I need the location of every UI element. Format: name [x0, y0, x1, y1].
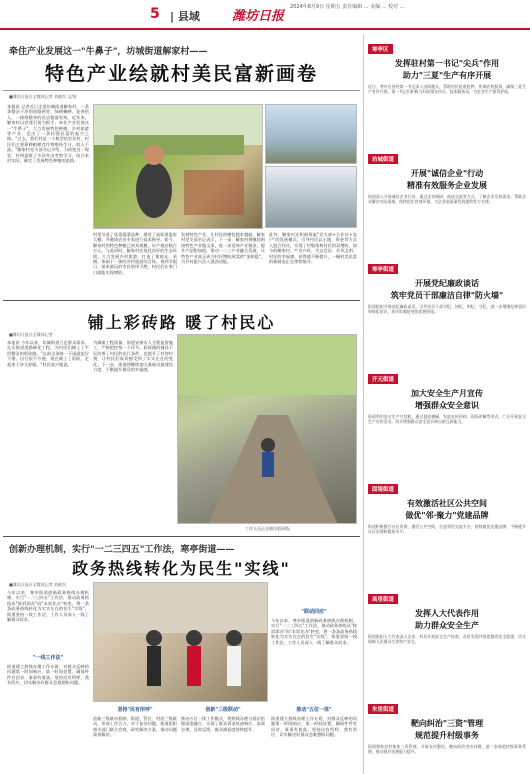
- news-brief-title: 发挥人大代表作用: [415, 608, 479, 618]
- article-1-photo-houses: [265, 166, 357, 228]
- article-3-subhead-5: 推动"五位一体": [296, 707, 332, 713]
- article-1-col-1: 本报讯 记者近日走进坊城街道解家村，一条条整洁干净的道路两旁，绿树掩映、花香怡人，一排排整齐的民居错落有致。近年来，解家村以党建引领为抓手，牵住产业发展这一"牛鼻子"，大力发展特色种植、乡村旅游等产业，走出了一条村强民富的振兴之路。"过去，我们村是一个典型的农业村，村民们主要靠种植粮食作物维持生计，收入不高。"解家村党支部书记介绍，为改变这一现状，村两委班子多次外出考察学习，结合本村实际，确定了发展特色种植的思路。: [7, 104, 89, 164]
- staff-visit-photo-icon: [94, 583, 268, 702]
- article-1-kicker: 牵住产业发展这一"牛鼻子"，坊城街道解家村——: [9, 47, 208, 57]
- right-column: [363, 34, 528, 774]
- article-1-photo-road: [265, 104, 357, 164]
- article-2-photo: [177, 334, 357, 524]
- divider: [3, 90, 360, 91]
- news-brief-body: 街道聚焦农村集体三资管理，开展专项整治，靶向纠治突出问题，进一步规范村级事务管理，推动基层治理能力提升。: [368, 744, 526, 754]
- article-3-subhead-2: 坚持"民有所呼": [117, 707, 153, 713]
- news-brief-subtitle: 助力群众安全生产: [415, 620, 479, 630]
- article-3-col-6: 街道建立热线办理工作专班，对群众反映的问题第一时间响应、第一时间处置，确保件件有回音、事事有着落。坚持民有所呼、我有所应，切实解决好群众急难愁盼问题。: [271, 716, 357, 738]
- news-brief-body: 街道利用安全生产月契机，通过悬挂横幅、发放宣传资料、现场讲解等形式，广泛开展安全生产宣传活动，切实增强群众安全意识和自救互救能力。: [368, 414, 526, 424]
- news-brief-title: 加大安全生产月宣传: [411, 388, 483, 398]
- news-brief-subtitle: 精准有效服务企业发展: [407, 180, 487, 190]
- farmer-photo-icon: [94, 105, 263, 229]
- article-1-photo-main: [93, 104, 263, 229]
- article-3-col-4: 推动五位一体工作模式，将热线办理与基层治理深度融合，实现了群众诉求快速响应、高效办理、及时反馈，群众满意度持续提升。: [181, 716, 265, 732]
- news-brief-body: 近日，寒亭区驻村第一书记深入田间地头，帮助村民抢收抢种，协调农机服务，确保三夏生产有序开展。第一书记们积极当好政策宣传员、技术服务员，为农业生产保驾护航。: [368, 84, 526, 94]
- news-brief-7: [368, 696, 526, 774]
- article-3-kicker: 创新办理机制，实行"一二三四五"工作法，寒亭街道——: [9, 545, 235, 555]
- article-2-byline: ■潍坊日报社全媒体记者: [9, 332, 53, 337]
- news-brief-body: 街道积极整合社区资源，激活公共空间，打造邻里交流平台，持续做优党建品牌，不断提升社区治理和服务水平。: [368, 524, 526, 534]
- news-brief-title: 靶向纠治"三资"管理: [410, 718, 484, 728]
- news-brief-tag: 寒亭街道: [368, 264, 398, 274]
- news-brief-tag: 寒亭区: [368, 44, 393, 54]
- article-2-headline: 铺上彩砖路 暖了村民心: [87, 313, 276, 332]
- news-brief-subtitle: 增强群众安全意识: [415, 400, 479, 410]
- news-brief-subtitle: 规范提升村级事务: [415, 730, 479, 740]
- article-3-byline: ■潍坊日报社全媒体记者 刘晓杰: [9, 582, 67, 587]
- news-brief-tag: 高里街道: [368, 594, 398, 604]
- article-3-col-1: 今年以来，寒亭街道创新政务热线办理机制，实行"一二三四五"工作法，推动政务热线从"接诉即办"向"未诉先办"转变，将一条条政务热线转化为实实在在的民生"实线"。街道坚持一线工作法，工作人员深入一线了解群众诉求。: [7, 590, 89, 623]
- article-1-col-3: 发展特色产业，让村民的腰包越来越鼓。解家村党支部书记表示，下一步，解家村将继续围绕特色产业做文章，进一步延伸产业链条，提升产品附加值，推动一二三产业融合发展，让特色产业真正成为村民增收致富的"金钥匙"，为乡村振兴注入强劲动能。: [181, 232, 265, 265]
- page-number: 5: [150, 6, 160, 22]
- news-brief-2: [368, 146, 526, 256]
- article-3-subhead-3: 创新"三级联动": [205, 707, 241, 713]
- news-brief-title: 开展"诚信企业"行动: [410, 168, 484, 178]
- article-1-col-4: 此外，解家村还积极探索"党支部+合作社+农户"的发展模式，引导村民以土地、资金等方式入股合作社，实现了村集体和村民的双增收。如今的解家村，产业兴旺、生态宜居、乡风文明，村民的幸福感、获得感不断提升，一幅村美民富的新画卷正在徐徐展开。: [269, 232, 357, 265]
- article-3-col-2: 街道建立热线办理工作专班，对群众反映的问题第一时间响应、第一时间处置，确保件件有回音、事事有着落。坚持民有所呼、我有所应，切实解决好群众急难愁盼问题。: [7, 664, 89, 686]
- news-brief-tag: 朱里街道: [368, 704, 398, 714]
- news-brief-tag: 开元街道: [368, 374, 398, 384]
- news-brief-title: 有效激活社区公共空间: [407, 498, 487, 508]
- article-3-col-5: 今年以来，寒亭街道创新政务热线办理机制，实行"一二三四五"工作法，推动政务热线从"接诉即办"向"未诉先办"转变，将一条条政务热线转化为实实在在的民生"实线"。街道坚持一线工作法，工作人员深入一线了解群众诉求。: [271, 618, 357, 645]
- section-divider: [3, 300, 360, 301]
- news-brief-body: 街道深入开展诚信企业行动，通过走访调研、座谈交流等方式，了解企业发展需求，帮助企业解决实际困难，持续优化营商环境，为企业高质量发展提供有力支撑。: [368, 194, 526, 204]
- article-1-col-2: 村里引进了优质蔬菜品种，建设了高标准温室大棚，并邀请农业专家进行技术指导。如今，解家村的特色种植已初具规模，年产值达数百万元。与此同时，解家村还依托良好的生态环境，大力发展乡村旅游，打造了集观光、采摘、休闲于一体的乡村旅游综合体。每到节假日，前来游玩的市民络绎不绝，村民们在家门口就能实现增收。: [93, 232, 177, 275]
- article-1-headline: 特色产业绘就村美民富新画卷: [44, 63, 318, 85]
- article-2-caption: 工作人员正在铺设彩砖路。: [245, 526, 293, 531]
- news-brief-6: [368, 586, 526, 696]
- news-brief-3: [368, 256, 526, 366]
- news-brief-tag: 坊城街道: [368, 154, 398, 164]
- news-brief-tag: 固堤街道: [368, 484, 398, 494]
- masthead: [0, 0, 530, 30]
- header-meta: 2024年8月9日 星期五 责任编辑 ... 美编 ... 校对 ...: [290, 4, 405, 10]
- news-brief-1: [368, 36, 526, 146]
- news-brief-subtitle: 筑牢党员干部廉洁自律"防火墙": [390, 290, 504, 300]
- article-3-subhead-4: "联动回应": [301, 609, 327, 615]
- news-brief-subtitle: 助力"三夏"生产有序开展: [402, 70, 492, 80]
- news-brief-body: 街道组织人大代表深入企业、村居开展安全生产检查，及时发现并督促整改安全隐患，切实保障人民群众生命财产安全。: [368, 634, 526, 644]
- section-divider: [3, 536, 360, 537]
- news-brief-subtitle: 做优"邻·聚力"党建品牌: [405, 510, 489, 520]
- article-2-col-2: 为确保工程质量，街道安排专人全程监督施工，严格把控每一个环节。彩砖路的铺设不仅改善了村民的出行条件，也提升了村容村貌，让村民们真切感受到了实实在在的变化。下一步，街道将继续加大基础设施建设力度，不断提升群众的幸福感。: [93, 340, 173, 373]
- main-column: [3, 34, 360, 774]
- news-brief-body: 街道组织开展党纪廉政谈话，引导党员干部学纪、知纪、明纪、守纪，进一步增强纪律意识和规矩意识，筑牢拒腐防变的思想防线。: [368, 304, 526, 314]
- news-brief-4: [368, 366, 526, 476]
- road-workers-photo-icon: [178, 335, 357, 524]
- article-3-photo: [93, 582, 268, 702]
- article-3-col-3: 创新三级联动机制，街道、管区、村居三级联动，形成工作合力。对于复杂问题，街道组织相关部门联合会商，研究解决方案，推动问题高效解决。: [93, 716, 177, 738]
- paper-logo: 潍坊日报: [232, 9, 285, 24]
- section-name: | 县域: [170, 10, 200, 23]
- news-brief-5: [368, 476, 526, 586]
- article-1-byline: ■潍坊日报社全媒体记者 刘晓杰 文/图: [9, 94, 77, 99]
- news-brief-title: 开展党纪廉政谈话: [415, 278, 479, 288]
- article-3-headline: 政务热线转化为民生"实线": [72, 559, 291, 578]
- article-2-col-1: 本报讯 今年以来，坊城街道立足群众需求，扎实推进道路硬化工程，为村民们铺上了平坦整洁的彩砖路。"以前这条路一下雨就泥泞不堪，出行很不方便，现在铺上了彩砖，走起来干净又舒服。"村民高兴地说。: [7, 340, 89, 367]
- article-3-subhead-1: "一线工作法": [32, 655, 64, 661]
- news-brief-title: 发挥驻村第一书记"尖兵"作用: [394, 58, 500, 68]
